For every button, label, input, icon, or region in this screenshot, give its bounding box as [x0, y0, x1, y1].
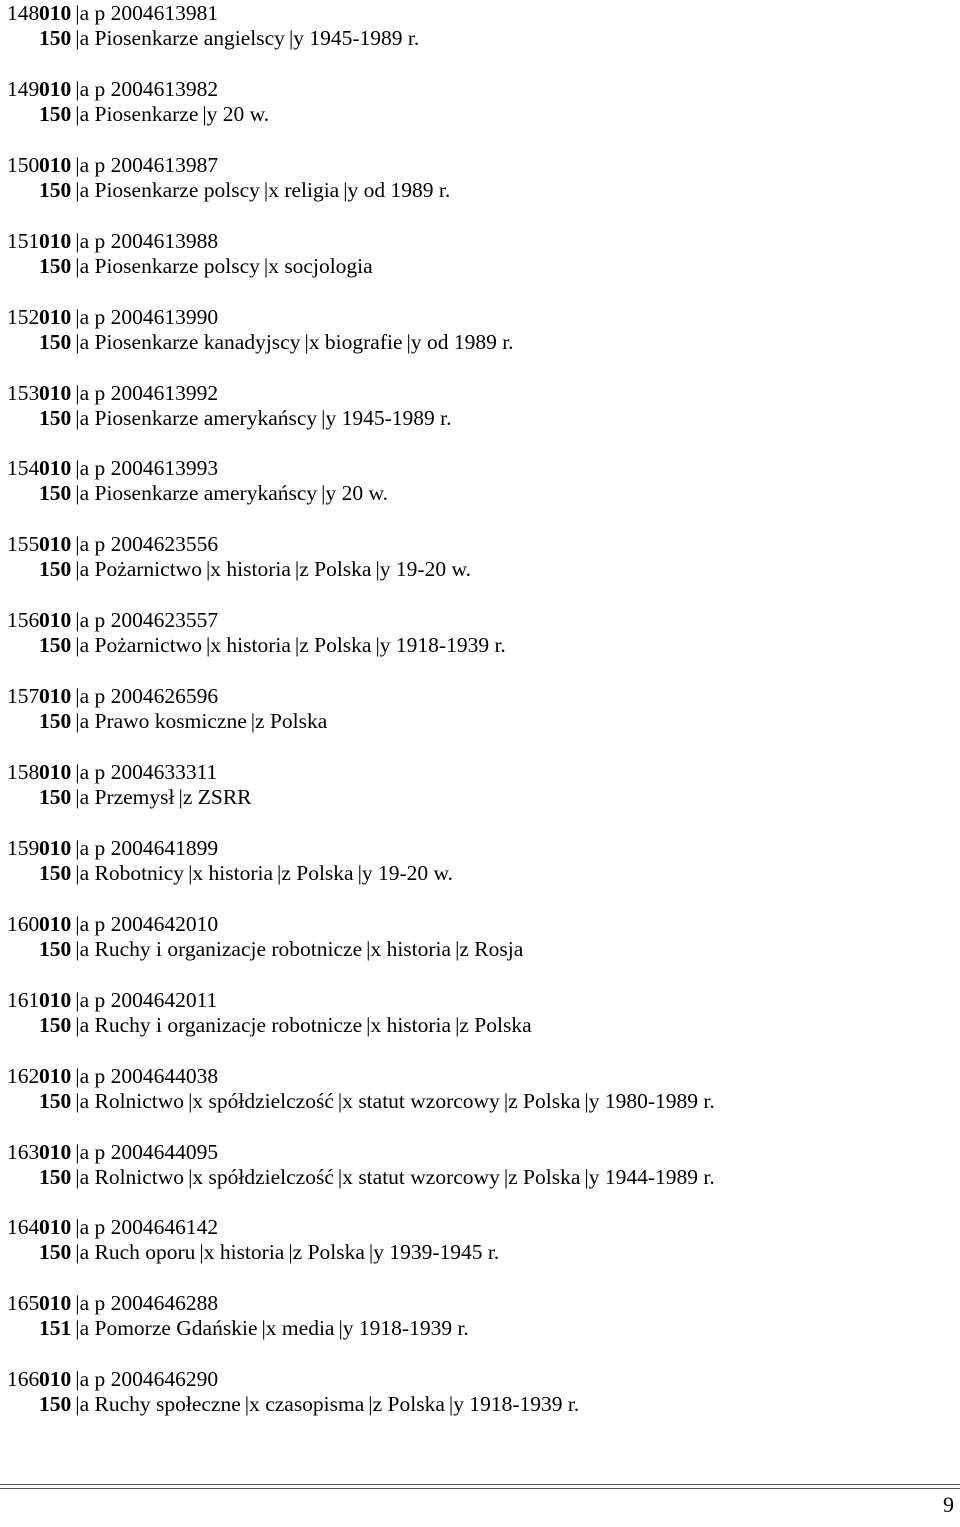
heading-field-line: [39, 708, 327, 734]
subfield: | a Piosenkarze: [75, 102, 198, 126]
record-identifier: | a p 2004646288: [75, 1291, 218, 1315]
field-tag-heading: 150: [39, 1240, 72, 1265]
control-field-line: [7, 1290, 218, 1316]
heading-field-line: [39, 480, 388, 506]
subfield: | y 1918-1939 r.: [375, 633, 505, 657]
field-tag-010: 010: [39, 608, 72, 633]
subfield: | x historia: [199, 1240, 284, 1264]
control-field-line: [7, 531, 218, 557]
subfield: | a Piosenkarze polscy: [75, 254, 260, 278]
subfield: | x historia: [188, 861, 273, 885]
subfield: | y 20 w.: [202, 102, 269, 126]
record-number: 165: [7, 1291, 40, 1316]
heading-field-line: [39, 25, 419, 51]
field-tag-010: 010: [39, 911, 72, 936]
control-field-line: [7, 0, 218, 26]
subfield: | a Piosenkarze amerykańscy: [75, 481, 317, 505]
record-number: 152: [7, 304, 40, 329]
control-field-line: [7, 76, 218, 102]
record-number: 156: [7, 608, 40, 633]
subfield: | x historia: [206, 557, 291, 581]
field-tag-010: 010: [39, 1367, 72, 1392]
subfield: | y 1944-1989 r.: [584, 1165, 714, 1189]
heading-field-line: [39, 1391, 579, 1417]
record-identifier: | a p 2004641899: [75, 836, 218, 860]
record-identifier: | a p 2004613990: [75, 305, 218, 329]
field-tag-010: 010: [39, 1, 72, 25]
field-tag-010: 010: [39, 380, 72, 405]
field-tag-heading: 150: [39, 936, 72, 961]
subfield: | y 19-20 w.: [375, 557, 470, 581]
subfield: | z Polska: [295, 633, 372, 657]
record-identifier: | a p 2004613981: [75, 1, 218, 25]
heading-field-line: [39, 936, 523, 962]
subfield: | z Polska: [251, 709, 328, 733]
record-number: 153: [7, 380, 40, 405]
heading-field-line: [39, 860, 453, 886]
subfield: | y od 1989 r.: [343, 178, 450, 202]
field-tag-010: 010: [39, 1215, 72, 1240]
subfield: | x religia: [264, 178, 339, 202]
field-tag-010: 010: [39, 1139, 72, 1164]
record-number: 148: [7, 1, 40, 25]
heading-field-line: [39, 1012, 532, 1038]
record-number: 159: [7, 835, 40, 860]
record-identifier: | a p 2004646142: [75, 1215, 218, 1239]
record-identifier: | a p 2004613992: [75, 381, 218, 405]
subfield: | a Pomorze Gdańskie: [75, 1316, 257, 1340]
record-identifier: | a p 2004613987: [75, 153, 218, 177]
subfield: | a Rolnictwo: [75, 1089, 184, 1113]
record-number: 154: [7, 456, 40, 481]
subfield: | a Pożarnictwo: [75, 633, 202, 657]
record-number: 162: [7, 1063, 40, 1088]
record-number: 149: [7, 76, 40, 101]
subfield: | x spółdzielczość: [188, 1165, 334, 1189]
control-field-line: [7, 1214, 218, 1240]
subfield: | z ZSRR: [179, 785, 252, 809]
subfield: | a Robotnicy: [75, 861, 184, 885]
control-field-line: [7, 911, 218, 937]
record-identifier: | a p 2004633311: [75, 760, 217, 784]
field-tag-heading: 151: [39, 1316, 72, 1341]
field-tag-010: 010: [39, 152, 72, 177]
record-number: 163: [7, 1139, 40, 1164]
control-field-line: [7, 683, 218, 709]
footer-rule: [0, 1484, 960, 1489]
subfield: | a Piosenkarze angielscy: [75, 26, 285, 50]
record-identifier: | a p 2004613988: [75, 229, 218, 253]
subfield: | y od 1989 r.: [407, 330, 514, 354]
record-number: 161: [7, 987, 40, 1012]
record-identifier: | a p 2004623556: [75, 532, 218, 556]
field-tag-010: 010: [39, 835, 72, 860]
field-tag-heading: 150: [39, 329, 72, 354]
heading-field-line: [39, 1239, 499, 1265]
control-field-line: [7, 455, 218, 481]
subfield: | x statut wzorcowy: [338, 1089, 500, 1113]
subfield: | x historia: [366, 937, 451, 961]
record-identifier: | a p 2004613993: [75, 456, 218, 480]
control-field-line: [7, 987, 217, 1013]
field-tag-heading: 150: [39, 1392, 72, 1417]
record-identifier: | a p 2004642011: [75, 988, 217, 1012]
record-number: 150: [7, 152, 40, 177]
control-field-line: [7, 304, 218, 330]
field-tag-010: 010: [39, 1063, 72, 1088]
field-tag-heading: 150: [39, 26, 72, 50]
heading-field-line: [39, 405, 451, 431]
control-field-line: [7, 759, 217, 785]
subfield: | y 1945-1989 r.: [289, 26, 419, 50]
control-field-line: [7, 228, 218, 254]
record-identifier: | a p 2004623557: [75, 608, 218, 632]
subfield: | z Polska: [504, 1165, 581, 1189]
subfield: | z Polska: [277, 861, 354, 885]
subfield: | a Ruchy i organizacje robotnicze: [75, 937, 362, 961]
subfield: | y 20 w.: [321, 481, 388, 505]
heading-field-line: [39, 632, 506, 658]
record-identifier: | a p 2004644038: [75, 1064, 218, 1088]
record-number: 166: [7, 1367, 40, 1392]
subfield: | x historia: [206, 633, 291, 657]
field-tag-heading: 150: [39, 177, 72, 202]
subfield: | z Polska: [295, 557, 372, 581]
heading-field-line: [39, 556, 471, 582]
field-tag-heading: 150: [39, 481, 72, 506]
subfield: | y 1980-1989 r.: [584, 1089, 714, 1113]
subfield: | a Ruchy i organizacje robotnicze: [75, 1013, 362, 1037]
control-field-line: [7, 1139, 218, 1165]
field-tag-010: 010: [39, 1291, 72, 1316]
subfield: | x media: [261, 1316, 334, 1340]
record-number: 158: [7, 760, 40, 784]
record-number: 160: [7, 911, 40, 936]
field-tag-010: 010: [39, 456, 72, 481]
heading-field-line: [39, 1164, 715, 1190]
subfield: | x biografie: [304, 330, 402, 354]
subfield: | a Ruchy społeczne: [75, 1392, 241, 1416]
record-number: 157: [7, 684, 40, 709]
subfield: | z Polska: [455, 1013, 532, 1037]
heading-field-line: [39, 1315, 469, 1341]
subfield: | z Polska: [288, 1240, 365, 1264]
field-tag-heading: 150: [39, 785, 72, 809]
heading-field-line: [39, 329, 514, 355]
subfield: | x czasopisma: [245, 1392, 365, 1416]
field-tag-heading: 150: [39, 253, 72, 278]
record-number: 151: [7, 228, 40, 253]
field-tag-heading: 150: [39, 1164, 72, 1189]
subfield: | z Polska: [504, 1089, 581, 1113]
field-tag-heading: 150: [39, 101, 72, 126]
field-tag-heading: 150: [39, 860, 72, 885]
subfield: | y 1945-1989 r.: [321, 406, 451, 430]
control-field-line: [7, 380, 218, 406]
field-tag-heading: 150: [39, 405, 72, 430]
heading-field-line: [39, 1088, 715, 1114]
heading-field-line: [39, 101, 269, 127]
subfield: | a Piosenkarze amerykańscy: [75, 406, 317, 430]
subfield: | y 1918-1939 r.: [449, 1392, 579, 1416]
field-tag-heading: 150: [39, 633, 72, 658]
record-number: 164: [7, 1215, 40, 1240]
record-number: 155: [7, 532, 40, 557]
control-field-line: [7, 152, 218, 178]
control-field-line: [7, 607, 218, 633]
subfield: | y 1918-1939 r.: [338, 1316, 468, 1340]
subfield: | x statut wzorcowy: [338, 1165, 500, 1189]
subfield: | a Ruch oporu: [75, 1240, 195, 1264]
page-number: 9: [943, 1492, 954, 1517]
heading-field-line: [39, 177, 450, 203]
subfield: | x socjologia: [264, 254, 373, 278]
field-tag-heading: 150: [39, 1088, 72, 1113]
field-tag-010: 010: [39, 76, 72, 101]
control-field-line: [7, 835, 218, 861]
control-field-line: [7, 1063, 218, 1089]
subfield: | a Piosenkarze polscy: [75, 178, 260, 202]
field-tag-010: 010: [39, 987, 72, 1012]
control-field-line: [7, 1366, 218, 1392]
subfield: | a Rolnictwo: [75, 1165, 184, 1189]
heading-field-line: [39, 784, 252, 810]
field-tag-010: 010: [39, 532, 72, 557]
field-tag-010: 010: [39, 684, 72, 709]
subfield: | a Pożarnictwo: [75, 557, 202, 581]
subfield: | z Polska: [368, 1392, 445, 1416]
field-tag-010: 010: [39, 228, 72, 253]
field-tag-010: 010: [39, 760, 72, 784]
subfield: | a Prawo kosmiczne: [75, 709, 246, 733]
subfield: | a Przemysł: [75, 785, 174, 809]
record-identifier: | a p 2004646290: [75, 1367, 218, 1391]
record-identifier: | a p 2004613982: [75, 77, 218, 101]
record-identifier: | a p 2004626596: [75, 684, 218, 708]
subfield: | x spółdzielczość: [188, 1089, 334, 1113]
subfield: | a Piosenkarze kanadyjscy: [75, 330, 300, 354]
field-tag-010: 010: [39, 304, 72, 329]
field-tag-heading: 150: [39, 709, 72, 734]
record-identifier: | a p 2004644095: [75, 1140, 218, 1164]
heading-field-line: [39, 253, 373, 279]
subfield: | z Rosja: [455, 937, 523, 961]
subfield: | y 1939-1945 r.: [369, 1240, 499, 1264]
subfield: | y 19-20 w.: [358, 861, 453, 885]
field-tag-heading: 150: [39, 557, 72, 582]
subfield: | x historia: [366, 1013, 451, 1037]
record-identifier: | a p 2004642010: [75, 912, 218, 936]
field-tag-heading: 150: [39, 1012, 72, 1037]
